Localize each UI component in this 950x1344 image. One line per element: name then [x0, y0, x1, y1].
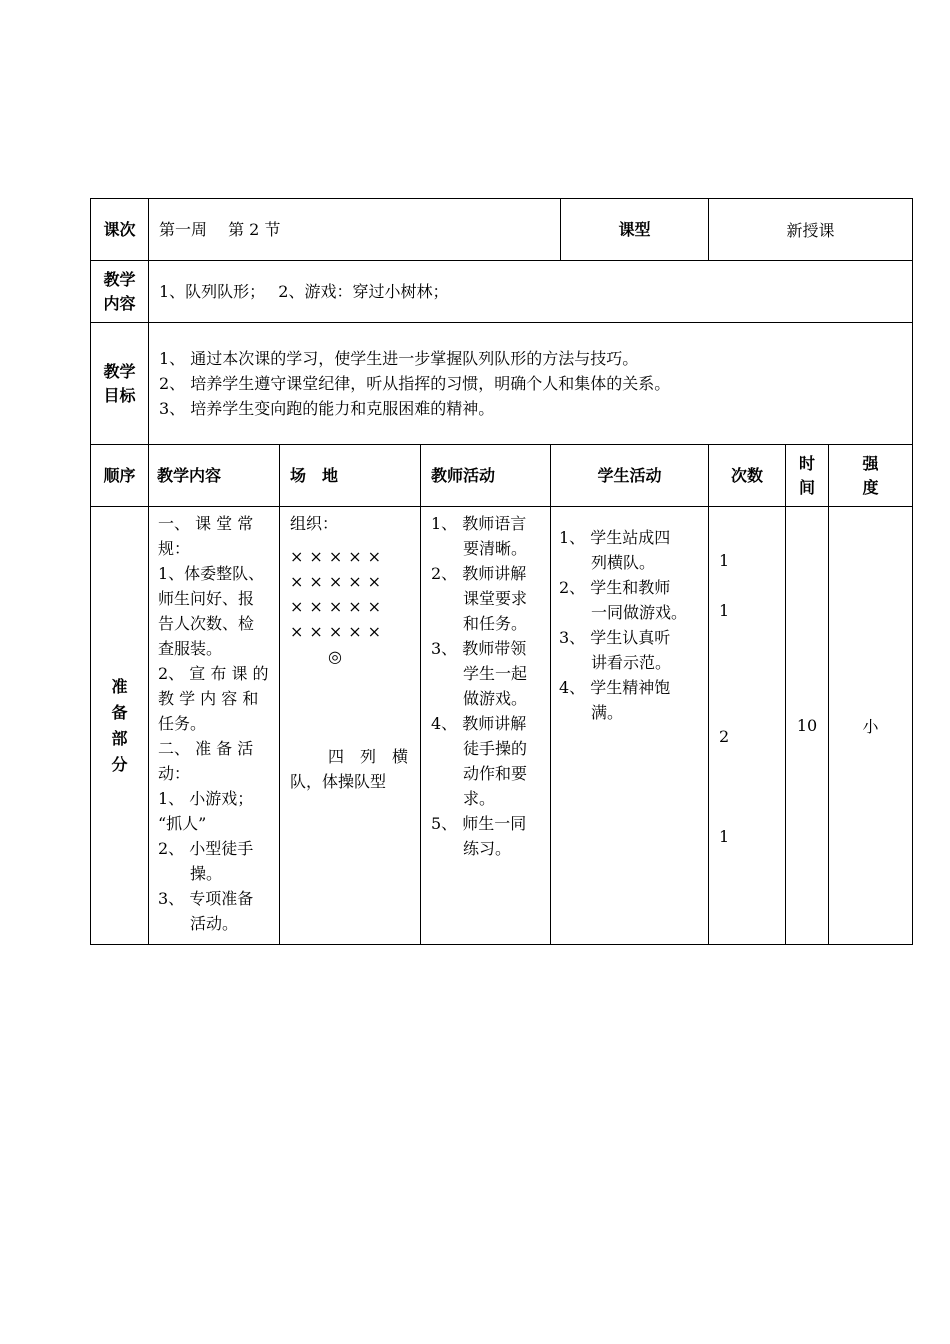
content-value: 1、队列队形； 2、游戏：穿过小树林； [149, 261, 913, 323]
goals-label-line2: 目标 [103, 385, 136, 405]
col-order: 顺序 [91, 445, 149, 507]
prep-section-label [91, 507, 149, 945]
formation-row: ××××× [290, 622, 388, 641]
col-intensity [829, 445, 913, 507]
count-value: 2 [719, 727, 730, 746]
prep-section-char: 备 [111, 702, 128, 722]
prep-content-line: 动： [158, 764, 191, 783]
col-student: 学生活动 [551, 445, 709, 507]
prep-content-line: 2、 小型徒手 [158, 839, 254, 858]
col-time-line2: 间 [799, 477, 816, 497]
student-line: 1、 学生站成四 [559, 528, 671, 547]
col-intensity-line2: 度 [862, 477, 879, 497]
lesson-value: 第一周 第 2 节 [149, 199, 561, 261]
prep-content-line: 活动。 [158, 914, 239, 933]
student-line: 一同做游戏。 [559, 603, 688, 622]
teacher-line: 3、 教师带领 [431, 639, 527, 658]
content-label-line2: 内容 [103, 293, 136, 313]
prep-content-line: 师生问好、报 [158, 589, 255, 608]
prep-student-activity [551, 507, 709, 945]
formation-row: ××××× [290, 572, 388, 591]
teacher-position-icon: ◎ [328, 647, 342, 666]
content-label-line1: 教学 [103, 269, 136, 289]
col-count: 次数 [709, 445, 786, 507]
goal-item: 3、 培养学生变向跑的能力和克服困难的精神。 [159, 399, 495, 418]
teacher-line: 课堂要求 [431, 589, 528, 608]
prep-content [149, 507, 280, 945]
venue-caption-line2: 队，体操队型 [290, 772, 387, 791]
goals-label-line1: 教学 [103, 361, 136, 381]
prep-content-line: 规： [158, 539, 191, 558]
col-teacher: 教师活动 [421, 445, 551, 507]
count-value: 1 [719, 827, 730, 846]
prep-content-line: 2、 宣 布 课 的 [158, 664, 269, 683]
prep-content-line: 告人次数、检 [158, 614, 255, 633]
goal-item: 1、 通过本次课的学习，使学生进一步掌握队列队形的方法与技巧。 [159, 349, 639, 368]
prep-content-line: 3、 专项准备 [158, 889, 254, 908]
header-row [91, 199, 913, 261]
prep-content-line: 1、 小游戏； [158, 789, 254, 808]
content-label [91, 261, 149, 323]
column-header-row [91, 445, 913, 507]
teacher-line: 5、 师生一同 [431, 814, 527, 833]
col-time-line1: 时 [799, 453, 816, 473]
col-time [786, 445, 829, 507]
prep-section-char: 分 [111, 754, 128, 774]
lesson-plan-table [90, 198, 879, 945]
student-line: 4、 学生精神饱 [559, 678, 671, 697]
teacher-line: 做游戏。 [431, 689, 528, 708]
col-venue: 场 地 [280, 445, 421, 507]
student-line: 满。 [559, 703, 624, 722]
prep-content-line: 一、 课 堂 常 [158, 514, 254, 533]
student-line: 列横队。 [559, 553, 656, 572]
prep-time: 10 [786, 507, 829, 945]
prep-intensity: 小 [829, 507, 913, 945]
prep-content-line: 查服装。 [158, 639, 223, 658]
prep-content-line: 教 学 内 容 和 [158, 689, 259, 708]
prep-content-line: “抓人” [158, 814, 207, 833]
prep-content-line: 二、 准 备 活 [158, 739, 254, 758]
type-value: 新授课 [709, 199, 913, 261]
teacher-line: 要清晰。 [431, 539, 528, 558]
teacher-line: 动作和要 [431, 764, 528, 783]
lesson-label: 课次 [91, 199, 149, 261]
goals-label [91, 323, 149, 445]
teacher-line: 练习。 [431, 839, 512, 858]
prep-content-line: 任务。 [158, 714, 207, 733]
goals-row [91, 323, 913, 445]
col-content: 教学内容 [149, 445, 280, 507]
student-line: 讲看示范。 [559, 653, 672, 672]
venue-org-label: 组织： [290, 514, 339, 533]
prep-teacher-activity [421, 507, 551, 945]
teacher-line: 求。 [431, 789, 496, 808]
prep-row [91, 507, 913, 945]
goals-list [149, 323, 913, 445]
prep-content-line: 操。 [158, 864, 223, 883]
student-line: 2、 学生和教师 [559, 578, 671, 597]
prep-section-char: 准 [111, 676, 128, 696]
teacher-line: 和任务。 [431, 614, 528, 633]
col-intensity-line1: 强 [862, 453, 879, 473]
prep-content-line: 1、体委整队、 [158, 564, 265, 583]
formation-row: ××××× [290, 547, 388, 566]
type-label: 课型 [561, 199, 709, 261]
venue-caption-line1: 四 列 横 [328, 747, 409, 766]
teacher-line: 学生一起 [431, 664, 528, 683]
prep-counts [709, 507, 786, 945]
count-value: 1 [719, 551, 730, 570]
teacher-line: 4、 教师讲解 [431, 714, 527, 733]
count-value: 1 [719, 601, 730, 620]
teacher-line: 1、 教师语言 [431, 514, 527, 533]
content-row [91, 261, 913, 323]
teacher-line: 2、 教师讲解 [431, 564, 527, 583]
student-line: 3、 学生认真听 [559, 628, 671, 647]
prep-venue [280, 507, 421, 945]
teacher-line: 徒手操的 [431, 739, 528, 758]
prep-section-char: 部 [111, 728, 128, 748]
formation-row: ××××× [290, 597, 388, 616]
goal-item: 2、 培养学生遵守课堂纪律，听从指挥的习惯，明确个人和集体的关系。 [159, 374, 671, 393]
